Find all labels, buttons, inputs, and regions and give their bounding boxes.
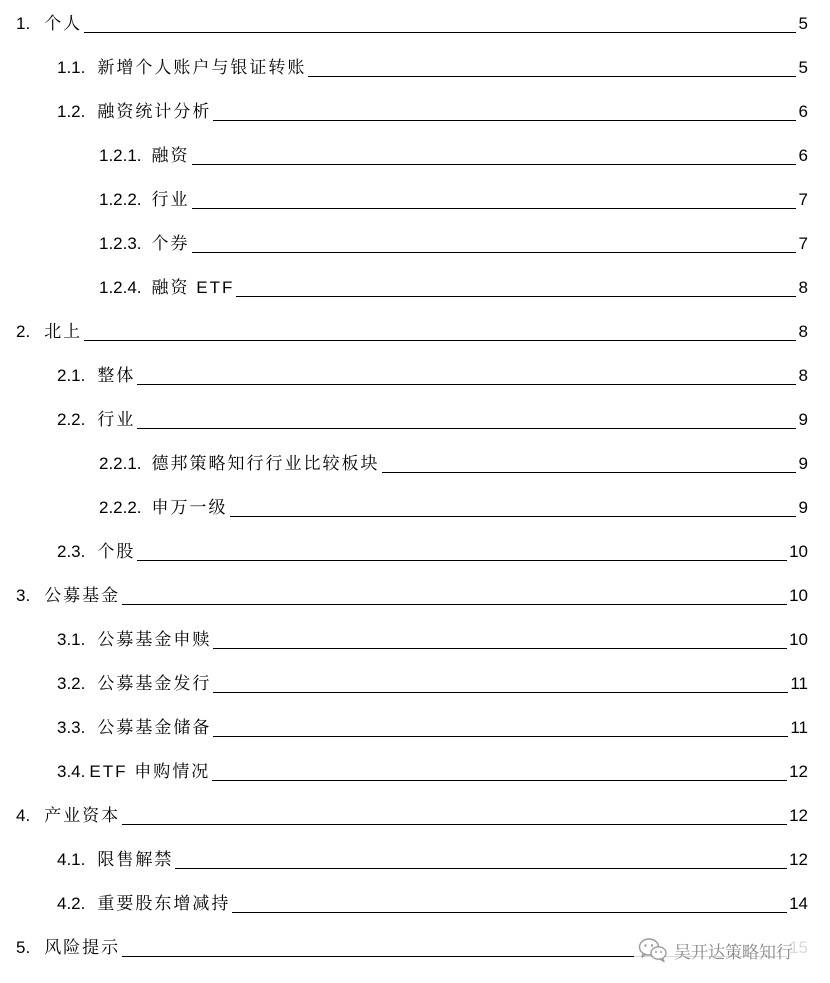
toc-entry-2-1[interactable] — [57, 360, 808, 386]
toc-leader-line — [192, 252, 796, 253]
toc-leader-line — [212, 780, 787, 781]
watermark — [634, 930, 818, 970]
toc-title: 公募基金储备 — [97, 718, 212, 737]
toc-page-number: 12 — [789, 850, 808, 869]
toc-page-number: 7 — [798, 190, 808, 209]
toc-leader-line — [213, 120, 796, 121]
toc-leader-line — [232, 912, 787, 913]
toc-entry-2-2-2[interactable] — [99, 492, 808, 518]
toc-leader-line — [137, 428, 796, 429]
toc-entry-1[interactable] — [16, 8, 808, 34]
toc-title: 公募基金申赎 — [97, 630, 212, 649]
toc-leader-line — [192, 164, 796, 165]
toc-title: 产业资本 — [44, 806, 121, 825]
toc-leader-line — [175, 868, 787, 869]
wechat-icon — [638, 937, 668, 963]
toc-entry-3-2[interactable] — [57, 668, 808, 694]
toc-number: 1. — [16, 14, 31, 33]
toc-number: 3.2. — [57, 674, 86, 693]
toc-number: 2.2.1. — [99, 454, 142, 473]
toc-number: 1.2.2. — [99, 190, 142, 209]
toc-entry-4-2[interactable] — [57, 888, 808, 914]
toc-page-number: 10 — [789, 586, 808, 605]
toc-entry-1-2-4[interactable] — [99, 272, 808, 298]
toc-title: 个券 — [151, 234, 190, 253]
toc-title: 个人 — [44, 14, 83, 33]
toc-title: 限售解禁 — [97, 850, 174, 869]
toc-leader-line — [137, 560, 787, 561]
toc-entry-2-2[interactable] — [57, 404, 808, 430]
toc-title: 融资统计分析 — [97, 102, 212, 121]
toc-entry-1-2[interactable] — [57, 96, 808, 122]
toc-number: 4.1. — [57, 850, 86, 869]
toc-entry-3-4[interactable] — [57, 756, 808, 782]
toc-number: 3.3. — [57, 718, 86, 737]
toc-title: 新增个人账户与银证转账 — [97, 58, 307, 77]
toc-page-number: 8 — [798, 366, 808, 385]
toc-leader-line — [137, 384, 796, 385]
toc-leader-line — [236, 296, 796, 297]
toc-leader-line — [230, 516, 796, 517]
toc-page-number: 11 — [790, 674, 808, 693]
toc-number: 2.3. — [57, 542, 86, 561]
toc-title: 申万一级 — [151, 498, 228, 517]
toc-page-number: 8 — [798, 278, 808, 297]
toc-page-number: 7 — [798, 234, 808, 253]
toc-page-number: 12 — [789, 806, 808, 825]
toc-page-number: 10 — [789, 630, 808, 649]
toc-leader-line — [308, 76, 796, 77]
toc-page-number: 9 — [798, 410, 808, 429]
toc-leader-line — [122, 824, 787, 825]
toc-entry-1-2-3[interactable] — [99, 228, 808, 254]
toc-number: 2.2. — [57, 410, 86, 429]
toc-title: 德邦策略知行行业比较板块 — [151, 454, 380, 473]
toc-leader-line — [213, 736, 788, 737]
toc-page-number: 12 — [789, 762, 808, 781]
toc-leader-line — [192, 208, 796, 209]
toc-leader-line — [213, 692, 788, 693]
toc-entry-3[interactable] — [16, 580, 808, 606]
toc-entry-1-2-2[interactable] — [99, 184, 808, 210]
toc-title: 北上 — [44, 322, 83, 341]
toc-leader-line — [122, 604, 787, 605]
toc-title: 公募基金发行 — [97, 674, 212, 693]
toc-title: ETF 申购情况 — [89, 762, 211, 781]
toc-number: 3. — [16, 586, 31, 605]
toc-entry-1-2-1[interactable] — [99, 140, 808, 166]
toc-page-number: 9 — [798, 454, 808, 473]
toc-title: 行业 — [151, 190, 190, 209]
toc-title: 重要股东增减持 — [97, 894, 231, 913]
toc-number: 1.2.4. — [99, 278, 142, 297]
toc-number: 2.2.2. — [99, 498, 142, 517]
toc-page-number: 6 — [798, 102, 808, 121]
toc-page-number: 11 — [790, 718, 808, 737]
toc-entry-3-1[interactable] — [57, 624, 808, 650]
toc-leader-line — [213, 648, 787, 649]
toc-page-number: 10 — [789, 542, 808, 561]
toc-entry-2-3[interactable] — [57, 536, 808, 562]
toc-number: 1.2. — [57, 102, 86, 121]
toc-page-number: 6 — [798, 146, 808, 165]
toc-page-number: 5 — [798, 58, 808, 77]
toc-title: 公募基金 — [44, 586, 121, 605]
toc-entry-1-1[interactable] — [57, 52, 808, 78]
toc-page-number: 14 — [789, 894, 808, 913]
toc-title: 行业 — [97, 410, 136, 429]
toc-entry-2[interactable] — [16, 316, 808, 342]
toc-entry-4[interactable] — [16, 800, 808, 826]
toc-number: 2.1. — [57, 366, 86, 385]
toc-entry-3-3[interactable] — [57, 712, 808, 738]
toc-page-number: 5 — [798, 14, 808, 33]
toc-number: 5. — [16, 938, 31, 957]
toc-title: 融资 ETF — [151, 278, 235, 297]
toc-number: 1.1. — [57, 58, 86, 77]
toc-number: 2. — [16, 322, 31, 341]
toc-leader-line — [382, 472, 796, 473]
toc-number: 4. — [16, 806, 31, 825]
toc-title: 风险提示 — [44, 938, 121, 957]
toc-title: 整体 — [97, 366, 136, 385]
toc-number: 1.2.1. — [99, 146, 142, 165]
toc-number: 3.4. — [57, 762, 86, 781]
toc-entry-4-1[interactable] — [57, 844, 808, 870]
toc-number: 1.2.3. — [99, 234, 142, 253]
toc-leader-line — [84, 32, 796, 33]
watermark-text: 吴开达策略知行 — [674, 942, 793, 963]
toc-title: 融资 — [151, 146, 190, 165]
toc-entry-2-2-1[interactable] — [99, 448, 808, 474]
toc-number: 3.1. — [57, 630, 86, 649]
toc-number: 4.2. — [57, 894, 86, 913]
toc-title: 个股 — [97, 542, 136, 561]
toc-page-number: 9 — [798, 498, 808, 517]
toc-leader-line — [84, 340, 796, 341]
toc-page-number: 8 — [798, 322, 808, 341]
